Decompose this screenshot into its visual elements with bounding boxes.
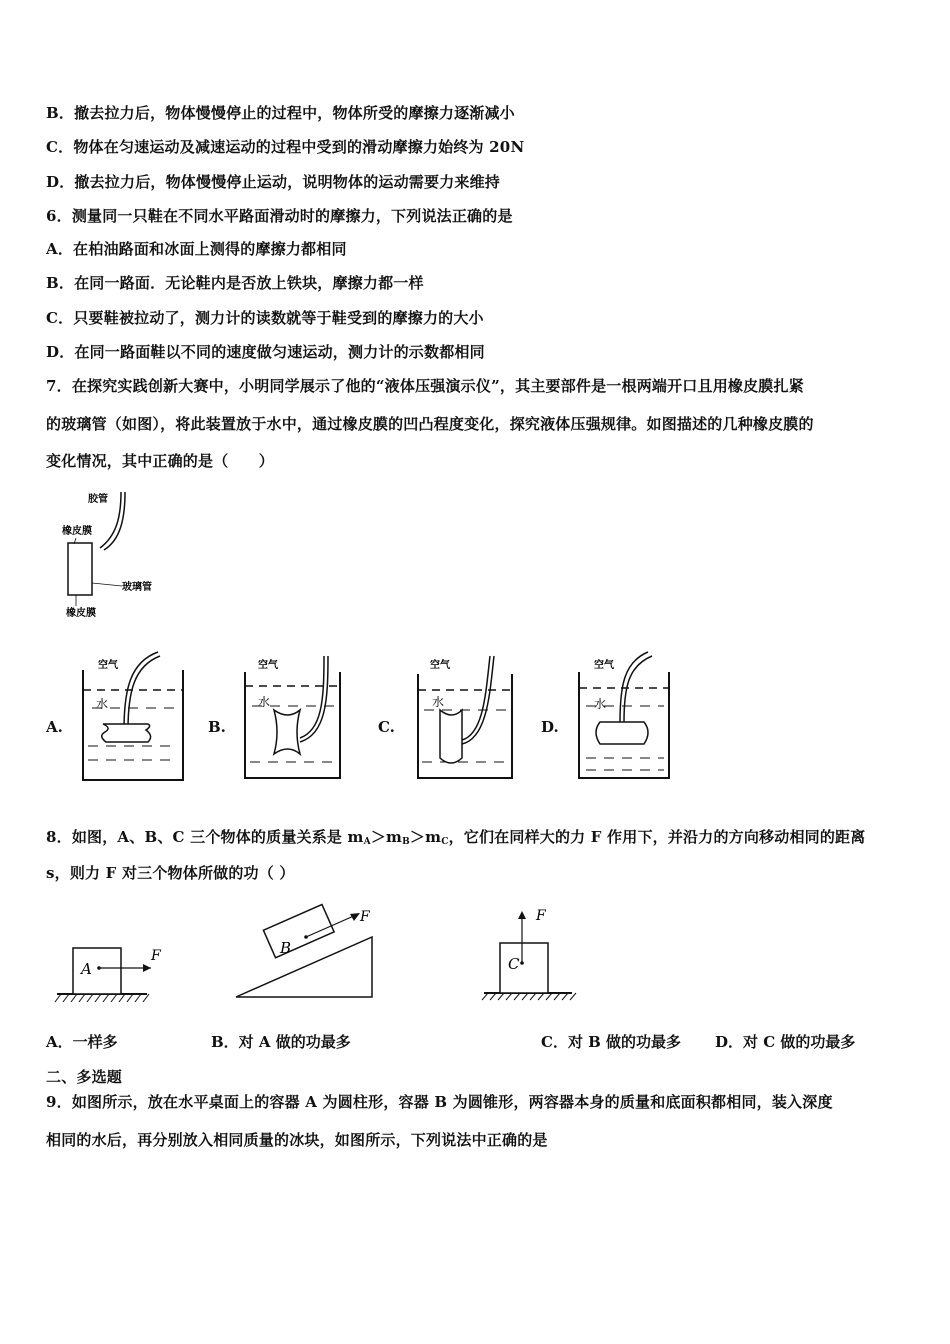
svg-text:B: B [280, 939, 292, 957]
section-title-multiple-choice: 二、多选题 [46, 1068, 123, 1086]
q7-device-figure [60, 488, 170, 623]
q6-option-c: C．只要鞋被拉动了，测力计的读数就等于鞋受到的摩擦力的大小 [46, 309, 484, 327]
svg-text:空气: 空气 [430, 660, 450, 671]
svg-text:空气: 空气 [594, 660, 614, 671]
svg-text:A: A [81, 960, 92, 978]
q7-beaker-d [574, 650, 684, 782]
q5-option-c: C．物体在匀速运动及减速运动的过程中受到的滑动摩擦力始终为 20N [46, 138, 525, 156]
q6-stem: 6．测量同一只鞋在不同水平路面滑动时的摩擦力，下列说法正确的是 [46, 207, 513, 225]
q8-figure-b [232, 905, 382, 1000]
q7-option-b-label: B. [208, 718, 226, 736]
q8-option-a: A．一样多 [46, 1033, 118, 1051]
q6-option-a: A．在柏油路面和冰面上测得的摩擦力都相同 [46, 240, 347, 258]
q8-figure-c [482, 905, 582, 1000]
device-label-film-bottom: 橡皮膜 [66, 608, 96, 619]
q6-option-b: B．在同一路面．无论鞋内是否放上铁块，摩擦力都一样 [46, 274, 424, 292]
svg-text:F: F [151, 948, 161, 964]
q7-stem-2: 的玻璃管（如图），将此装置放于水中，通过橡皮膜的凹凸程度变化，探究液体压强规律。如图描述的几种橡皮膜的 [46, 415, 814, 433]
svg-text:水: 水 [594, 697, 607, 711]
svg-text:F: F [360, 909, 370, 925]
device-label-glass: 玻璃管 [122, 582, 152, 593]
q8-figure-a [55, 940, 175, 1006]
q7-stem-3: 变化情况，其中正确的是（ ） [46, 452, 275, 470]
svg-text:水: 水 [258, 695, 271, 709]
q7-beaker-c [410, 650, 520, 782]
svg-text:C: C [508, 955, 520, 973]
q7-stem-1: 7．在探究实践创新大赛中，小明同学展示了他的“液体压强演示仪”，其主要部件是一根两端开口且用橡皮膜扎紧 [46, 377, 804, 395]
q5-option-d: D．撤去拉力后，物体慢慢停止运动，说明物体的运动需要力来维持 [46, 173, 501, 191]
q9-stem-1: 9．如图所示，放在水平桌面上的容器 A 为圆柱形，容器 B 为圆锥形，两容器本身的质量和底面积都相同，装入深度 [46, 1093, 833, 1111]
q8-option-b: B．对 A 做的功最多 [211, 1033, 351, 1051]
q7-option-a-label: A. [46, 718, 63, 736]
q8-stem-2: s，则力 F 对三个物体所做的功（ ） [46, 864, 295, 882]
svg-text:空气: 空气 [258, 660, 278, 671]
svg-text:空气: 空气 [98, 660, 118, 671]
q7-option-c-label: C. [378, 718, 395, 736]
q5-option-b: B．撤去拉力后，物体慢慢停止的过程中，物体所受的摩擦力逐渐减小 [46, 104, 515, 122]
q8-option-d: D．对 C 做的功最多 [715, 1033, 856, 1051]
q7-beaker-a [78, 650, 188, 782]
q6-option-d: D．在同一路面鞋以不同的速度做匀速运动，测力计的示数都相同 [46, 343, 485, 361]
svg-text:水: 水 [432, 695, 445, 709]
q7-beaker-b [240, 650, 350, 782]
svg-text:F: F [536, 908, 546, 924]
device-label-tube: 胶管 [88, 494, 108, 505]
q7-option-d-label: D. [541, 718, 559, 736]
q8-option-c: C．对 B 做的功最多 [541, 1033, 682, 1051]
q9-stem-2: 相同的水后，再分别放入相同质量的冰块，如图所示，下列说法中正确的是 [46, 1131, 548, 1149]
svg-text:水: 水 [96, 697, 109, 711]
q8-stem-1: 8．如图，A、B、C 三个物体的质量关系是 $m_A>m_B>m_C$，它们在同样大的力 F 作用下，并沿力的方向移动相同的距离 [46, 828, 866, 847]
device-label-film-top: 橡皮膜 [62, 526, 92, 537]
